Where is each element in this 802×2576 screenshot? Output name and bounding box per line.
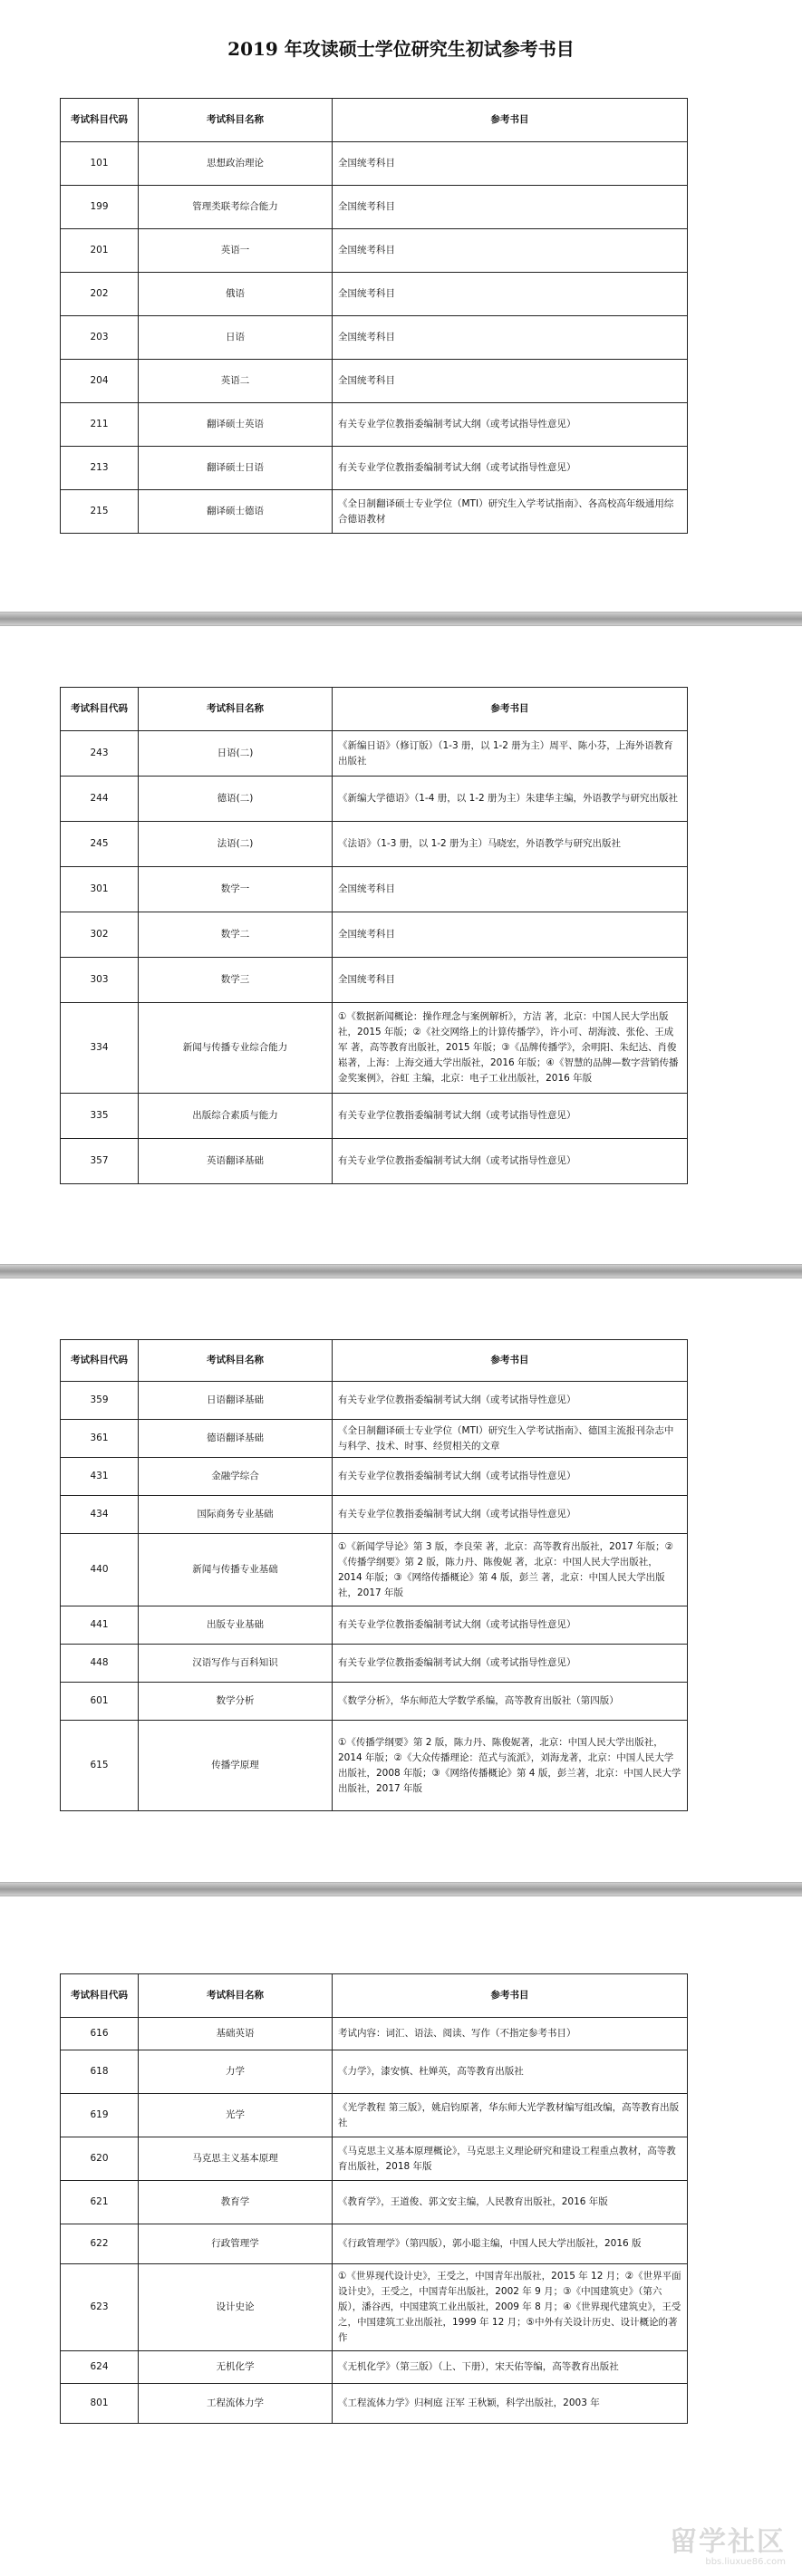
subject-code: 624 <box>61 2351 139 2384</box>
reference-books: 有关专业学位教指委编制考试大纲（或考试指导性意见） <box>333 1645 688 1683</box>
header-ref: 参考书目 <box>333 99 688 142</box>
subject-code: 302 <box>61 912 139 958</box>
header-ref: 参考书目 <box>333 1974 688 2018</box>
subject-code: 245 <box>61 822 139 867</box>
subject-name: 教育学 <box>139 2181 333 2224</box>
reference-table-page-4 <box>60 1973 688 2424</box>
subject-code: 623 <box>61 2264 139 2351</box>
subject-name: 传播学原理 <box>139 1721 333 1811</box>
page-separator <box>0 1264 802 1278</box>
reference-books: ①《传播学纲要》第 2 版，陈力丹、陈俊妮著，北京：中国人民大学出版社，2014 年版；②《大众传播理论：范式与流派》，刘海龙著，北京：中国人民大学出版社，2008 年版；③《网络传播概论》第 4 版，彭兰著，北京：中国人民大学出版社，2017 年版 <box>333 1721 688 1811</box>
page-separator <box>0 1882 802 1896</box>
reference-books: 《光学教程 第三版》，姚启钧原著，华东师大光学教材编写组改编，高等教育出版社 <box>333 2094 688 2137</box>
table-row <box>61 1496 688 1534</box>
reference-books: 全国统考科目 <box>333 229 688 273</box>
subject-name: 出版专业基础 <box>139 1606 333 1645</box>
table-row <box>61 1094 688 1139</box>
subject-code: 801 <box>61 2384 139 2424</box>
subject-name: 马克思主义基本原理 <box>139 2137 333 2181</box>
table-row <box>61 1420 688 1458</box>
watermark-url: bbs.liuxue86.com <box>705 2557 786 2567</box>
subject-name: 基础英语 <box>139 2018 333 2050</box>
reference-table-page-2 <box>60 687 688 1184</box>
subject-name: 思想政治理论 <box>139 142 333 186</box>
table-row <box>61 186 688 229</box>
table-row <box>61 273 688 316</box>
header-name: 考试科目名称 <box>139 1974 333 2018</box>
header-code: 考试科目代码 <box>61 99 139 142</box>
table-row <box>61 2018 688 2050</box>
subject-code: 434 <box>61 1496 139 1534</box>
subject-code: 620 <box>61 2137 139 2181</box>
reference-books: ①《数据新闻概论：操作理念与案例解析》，方洁 著，北京：中国人民大学出版社，2015 年版；②《社交网络上的计算传播学》，许小可、胡海波、张伦、王成军 著，高等教育出版社，2015 年版；③《品牌传播学》，余明阳、朱纪达、肖俊崧著，上海：上海交通大学出版社，2016 年版；④《智慧的品牌—数字营销传播金奖案例》，谷虹 主编，北京：电子工业出版社，2016 年版 <box>333 1003 688 1094</box>
subject-code: 359 <box>61 1382 139 1420</box>
document-title: 2019 年攻读硕士学位研究生初试参考书目 <box>227 38 575 60</box>
subject-name: 日语(二) <box>139 731 333 777</box>
table-row <box>61 2351 688 2384</box>
reference-books: 《工程流体力学》归柯庭 汪军 王秋颖，科学出版社，2003 年 <box>333 2384 688 2424</box>
page-separator <box>0 612 802 626</box>
header-ref: 参考书目 <box>333 688 688 731</box>
table-header-row <box>61 1974 688 2018</box>
subject-code: 244 <box>61 777 139 822</box>
subject-code: 622 <box>61 2224 139 2264</box>
table-row <box>61 1382 688 1420</box>
subject-code: 361 <box>61 1420 139 1458</box>
subject-name: 日语翻译基础 <box>139 1382 333 1420</box>
subject-code: 616 <box>61 2018 139 2050</box>
header-ref: 参考书目 <box>333 1340 688 1382</box>
reference-books: 有关专业学位教指委编制考试大纲（或考试指导性意见） <box>333 1458 688 1496</box>
subject-name: 管理类联考综合能力 <box>139 186 333 229</box>
subject-name: 工程流体力学 <box>139 2384 333 2424</box>
reference-books: 《力学》，漆安慎、杜婵英，高等教育出版社 <box>333 2050 688 2094</box>
reference-books: 《法语》（1-3 册，以 1-2 册为主）马晓宏，外语教学与研究出版社 <box>333 822 688 867</box>
subject-code: 440 <box>61 1534 139 1606</box>
subject-name: 翻译硕士英语 <box>139 403 333 447</box>
subject-name: 金融学综合 <box>139 1458 333 1496</box>
subject-code: 357 <box>61 1139 139 1184</box>
header-code: 考试科目代码 <box>61 688 139 731</box>
table-row <box>61 490 688 534</box>
header-code: 考试科目代码 <box>61 1974 139 2018</box>
subject-code: 303 <box>61 958 139 1003</box>
table-row <box>61 731 688 777</box>
table-row <box>61 316 688 360</box>
reference-books: 《行政管理学》（第四版），郭小聪主编，中国人民大学出版社，2016 版 <box>333 2224 688 2264</box>
subject-name: 英语翻译基础 <box>139 1139 333 1184</box>
reference-books: 全国统考科目 <box>333 958 688 1003</box>
subject-name: 新闻与传播专业综合能力 <box>139 1003 333 1094</box>
subject-code: 601 <box>61 1683 139 1721</box>
subject-code: 448 <box>61 1645 139 1683</box>
header-name: 考试科目名称 <box>139 688 333 731</box>
subject-code: 204 <box>61 360 139 403</box>
subject-name: 行政管理学 <box>139 2224 333 2264</box>
table-row <box>61 867 688 912</box>
subject-name: 翻译硕士日语 <box>139 447 333 490</box>
subject-name: 英语二 <box>139 360 333 403</box>
reference-books: 有关专业学位教指委编制考试大纲（或考试指导性意见） <box>333 1606 688 1645</box>
table-row <box>61 2181 688 2224</box>
subject-code: 215 <box>61 490 139 534</box>
subject-code: 621 <box>61 2181 139 2224</box>
reference-books: 有关专业学位教指委编制考试大纲（或考试指导性意见） <box>333 1496 688 1534</box>
subject-name: 日语 <box>139 316 333 360</box>
subject-code: 213 <box>61 447 139 490</box>
reference-books: 全国统考科目 <box>333 867 688 912</box>
reference-books: 《教育学》，王道俊、郭文安主编，人民教育出版社，2016 年版 <box>333 2181 688 2224</box>
subject-code: 334 <box>61 1003 139 1094</box>
subject-code: 201 <box>61 229 139 273</box>
subject-name: 无机化学 <box>139 2351 333 2384</box>
reference-books: 全国统考科目 <box>333 912 688 958</box>
table-row <box>61 403 688 447</box>
subject-name: 数学二 <box>139 912 333 958</box>
reference-books: 全国统考科目 <box>333 273 688 316</box>
table-row <box>61 142 688 186</box>
subject-code: 203 <box>61 316 139 360</box>
table-row <box>61 822 688 867</box>
reference-books: 有关专业学位教指委编制考试大纲（或考试指导性意见） <box>333 447 688 490</box>
subject-name: 翻译硕士德语 <box>139 490 333 534</box>
subject-name: 数学分析 <box>139 1683 333 1721</box>
subject-code: 202 <box>61 273 139 316</box>
reference-books: 《数学分析》，华东师范大学数学系编，高等教育出版社（第四版） <box>333 1683 688 1721</box>
table-row <box>61 2384 688 2424</box>
table-row <box>61 2094 688 2137</box>
subject-name: 新闻与传播专业基础 <box>139 1534 333 1606</box>
table-row <box>61 777 688 822</box>
reference-books: 全国统考科目 <box>333 142 688 186</box>
reference-books: 全国统考科目 <box>333 316 688 360</box>
site-watermark <box>659 2528 786 2571</box>
table-row <box>61 2050 688 2094</box>
reference-books: 有关专业学位教指委编制考试大纲（或考试指导性意见） <box>333 1094 688 1139</box>
subject-code: 431 <box>61 1458 139 1496</box>
subject-name: 国际商务专业基础 <box>139 1496 333 1534</box>
reference-books: ①《世界现代设计史》，王受之，中国青年出版社，2015 年 12 月；②《世界平面设计史》，王受之，中国青年出版社，2002 年 9 月；③《中国建筑史》（第六版），潘谷西，中国建筑工业出版社，2009 年 8 月；④《世界现代建筑史》，王受之，中国建筑工业出版社，1999 年 12 月；⑤中外有关设计历史、设计概论的著作 <box>333 2264 688 2351</box>
subject-code: 618 <box>61 2050 139 2094</box>
table-row <box>61 1139 688 1184</box>
table-header-row <box>61 99 688 142</box>
header-name: 考试科目名称 <box>139 1340 333 1382</box>
subject-name: 法语(二) <box>139 822 333 867</box>
reference-books: 考试内容：词汇、语法、阅读、写作（不指定参考书目） <box>333 2018 688 2050</box>
reference-books: 《新编大学德语》（1-4 册，以 1-2 册为主）朱建华主编，外语教学与研究出版社 <box>333 777 688 822</box>
reference-books: 全国统考科目 <box>333 186 688 229</box>
reference-books: 《全日制翻译硕士专业学位（MTI）研究生入学考试指南》、各高校高年级通用综合德语教材 <box>333 490 688 534</box>
subject-name: 英语一 <box>139 229 333 273</box>
table-row <box>61 912 688 958</box>
subject-code: 301 <box>61 867 139 912</box>
subject-code: 211 <box>61 403 139 447</box>
table-row <box>61 958 688 1003</box>
reference-table-page-3 <box>60 1339 688 1811</box>
reference-table-page-1 <box>60 98 688 534</box>
header-code: 考试科目代码 <box>61 1340 139 1382</box>
table-row <box>61 2264 688 2351</box>
subject-name: 汉语写作与百科知识 <box>139 1645 333 1683</box>
subject-name: 俄语 <box>139 273 333 316</box>
table-row <box>61 229 688 273</box>
subject-name: 德语(二) <box>139 777 333 822</box>
reference-books: 有关专业学位教指委编制考试大纲（或考试指导性意见） <box>333 403 688 447</box>
reference-books: 《新编日语》（修订版）（1-3 册，以 1-2 册为主）周平、陈小芬，上海外语教育出版社 <box>333 731 688 777</box>
table-row <box>61 1606 688 1645</box>
subject-code: 441 <box>61 1606 139 1645</box>
reference-books: ①《新闻学导论》第 3 版，李良荣 著，北京：高等教育出版社，2017 年版；②《传播学纲要》第 2 版，陈力丹、陈俊妮 著，北京：中国人民大学出版社，2014 年版；③《网络传播概论》第 4 版，彭兰 著，北京：中国人民大学出版社，2017 年版 <box>333 1534 688 1606</box>
subject-name: 光学 <box>139 2094 333 2137</box>
table-row <box>61 1003 688 1094</box>
table-header-row <box>61 688 688 731</box>
subject-name: 德语翻译基础 <box>139 1420 333 1458</box>
subject-code: 101 <box>61 142 139 186</box>
reference-books: 有关专业学位教指委编制考试大纲（或考试指导性意见） <box>333 1139 688 1184</box>
table-row <box>61 360 688 403</box>
reference-books: 有关专业学位教指委编制考试大纲（或考试指导性意见） <box>333 1382 688 1420</box>
table-row <box>61 1645 688 1683</box>
reference-books: 《全日制翻译硕士专业学位（MTI）研究生入学考试指南》、德国主流报刊杂志中与科学、技术、时事、经贸相关的文章 <box>333 1420 688 1458</box>
subject-code: 615 <box>61 1721 139 1811</box>
subject-name: 出版综合素质与能力 <box>139 1094 333 1139</box>
subject-code: 335 <box>61 1094 139 1139</box>
subject-name: 数学一 <box>139 867 333 912</box>
subject-code: 243 <box>61 731 139 777</box>
subject-name: 力学 <box>139 2050 333 2094</box>
table-row <box>61 2137 688 2181</box>
table-row <box>61 2224 688 2264</box>
table-header-row <box>61 1340 688 1382</box>
reference-books: 全国统考科目 <box>333 360 688 403</box>
table-row <box>61 1721 688 1811</box>
table-row <box>61 1683 688 1721</box>
subject-code: 619 <box>61 2094 139 2137</box>
subject-name: 设计史论 <box>139 2264 333 2351</box>
reference-books: 《无机化学》（第三版）（上、下册），宋天佑等编，高等教育出版社 <box>333 2351 688 2384</box>
subject-name: 数学三 <box>139 958 333 1003</box>
header-name: 考试科目名称 <box>139 99 333 142</box>
table-row <box>61 447 688 490</box>
table-row <box>61 1458 688 1496</box>
subject-code: 199 <box>61 186 139 229</box>
table-row <box>61 1534 688 1606</box>
reference-books: 《马克思主义基本原理概论》，马克思主义理论研究和建设工程重点教材，高等教育出版社，2018 年版 <box>333 2137 688 2181</box>
watermark-logo-text: 留学社区 <box>670 2526 786 2558</box>
